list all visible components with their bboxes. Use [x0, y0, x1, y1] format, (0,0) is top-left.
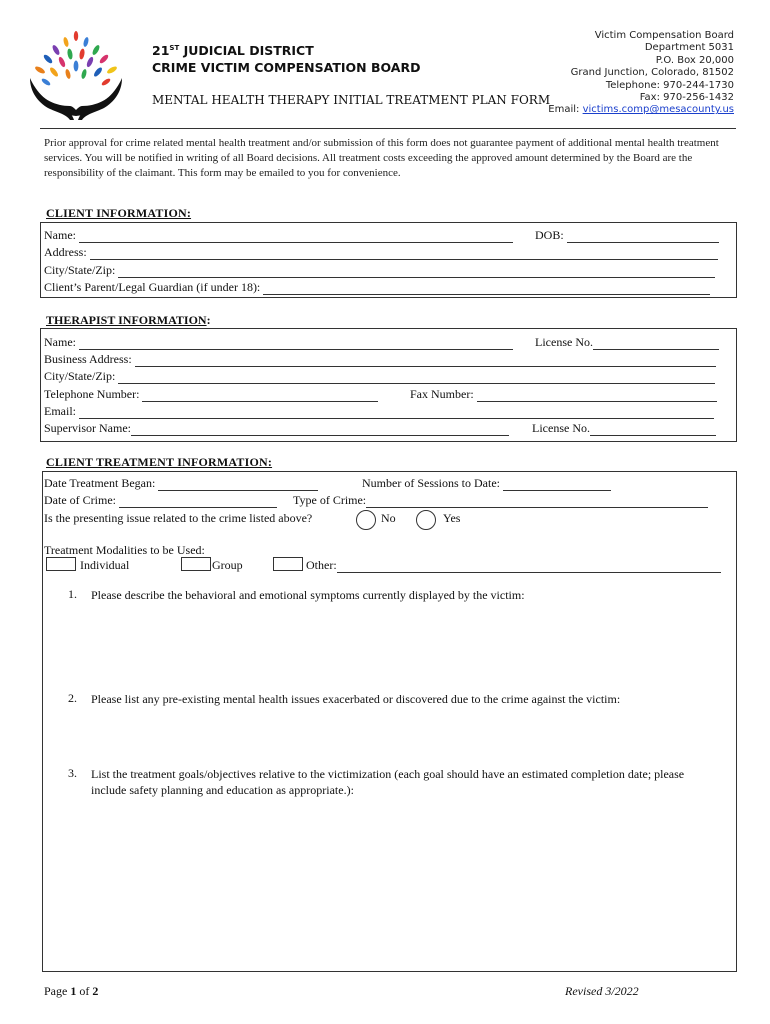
yes-radio[interactable]	[416, 510, 436, 530]
other-row: Other:	[306, 558, 721, 573]
sessions-field[interactable]	[503, 478, 611, 491]
supervisor-license-field[interactable]	[590, 423, 716, 436]
therapist-city-row: City/State/Zip:	[44, 369, 715, 384]
therapist-name-field[interactable]	[79, 337, 513, 350]
therapist-fax-row: Fax Number:	[410, 387, 717, 402]
address-telephone: Telephone: 970-244-1730	[605, 79, 734, 91]
date-of-crime-row: Date of Crime:	[44, 493, 277, 508]
district-title: 21ST JUDICIAL DISTRICT	[152, 43, 314, 58]
logo-hands-leaves-icon	[26, 26, 126, 122]
client-guardian-field[interactable]	[263, 282, 710, 295]
yes-label: Yes	[443, 511, 461, 525]
business-address-row: Business Address:	[44, 352, 716, 367]
client-city-row: City/State/Zip:	[44, 263, 715, 278]
date-began-field[interactable]	[158, 478, 318, 491]
date-of-crime-field[interactable]	[119, 495, 277, 508]
question-3-text: List the treatment goals/objectives relative to the victimization (each goal should have an estimated completion date; please include safety planning and education as appropriate.):	[91, 767, 685, 797]
other-field[interactable]	[337, 560, 721, 573]
no-radio[interactable]	[356, 510, 376, 530]
supervisor-license-row: License No.	[532, 421, 716, 436]
no-label: No	[381, 511, 396, 525]
email-link[interactable]: victims.comp@mesacounty.us	[582, 104, 734, 116]
therapist-city-field[interactable]	[118, 371, 715, 384]
therapist-email-row: Email:	[44, 404, 714, 419]
page-number: Page 1 of 2	[44, 984, 99, 998]
group-label: Group	[212, 558, 243, 572]
therapist-fax-field[interactable]	[477, 389, 717, 402]
question-1-text: Please describe the behavioral and emotional symptoms currently displayed by the victim:	[91, 588, 525, 602]
intro-paragraph: Prior approval for crime related mental health treatment and/or submission of this form does not guarantee payment of additional mental health treatment services. You will be notified in writing of all Board decisions. All treatment costs exceeding the approved amount determined by the Board are the responsibility of the claimant. This form may be emailed to you for convenience.	[44, 137, 719, 179]
address-fax: Fax: 970-256-1432	[639, 92, 734, 104]
board-title: CRIME VICTIM COMPENSATION BOARD	[152, 60, 421, 75]
client-city-field[interactable]	[118, 265, 715, 278]
address-city: Grand Junction, Colorado, 81502	[570, 67, 734, 79]
address-po-box: P.O. Box 20,000	[655, 54, 734, 66]
other-checkbox[interactable]	[273, 557, 303, 571]
therapist-telephone-field[interactable]	[142, 389, 378, 402]
client-dob-field[interactable]	[567, 230, 719, 243]
business-address-field[interactable]	[135, 354, 716, 367]
date-began-row: Date Treatment Began:	[44, 476, 318, 491]
therapist-license-field[interactable]	[593, 337, 719, 350]
individual-checkbox[interactable]	[46, 557, 76, 571]
address-email-line: Email: victims.comp@mesacounty.us	[548, 104, 734, 116]
therapist-telephone-row: Telephone Number:	[44, 387, 378, 402]
related-question: Is the presenting issue related to the crime listed above?	[44, 511, 313, 525]
therapist-email-field[interactable]	[79, 406, 714, 419]
client-address-row: Address:	[44, 245, 718, 260]
revised-date: Revised 3/2022	[565, 984, 639, 998]
type-of-crime-field[interactable]	[366, 495, 708, 508]
client-guardian-row: Client’s Parent/Legal Guardian (if under 18):	[44, 280, 710, 295]
therapist-info-heading: THERAPIST INFORMATION:	[46, 313, 211, 327]
treatment-info-heading: CLIENT TREATMENT INFORMATION:	[46, 455, 273, 469]
client-info-heading: CLIENT INFORMATION:	[46, 206, 192, 220]
therapist-name-row: Name:	[44, 335, 513, 350]
type-of-crime-row: Type of Crime:	[293, 493, 708, 508]
client-dob-row: DOB:	[535, 228, 719, 243]
client-name-row: Name:	[44, 228, 513, 243]
client-name-field[interactable]	[79, 230, 513, 243]
question-1-number: 1.	[68, 587, 77, 601]
question-3-answer-area[interactable]	[91, 800, 721, 960]
question-3-number: 3.	[68, 766, 77, 780]
question-1-answer-area[interactable]	[91, 606, 721, 686]
modalities-label: Treatment Modalities to be Used:	[44, 543, 205, 557]
supervisor-name-field[interactable]	[131, 423, 509, 436]
address-org: Victim Compensation Board	[594, 30, 734, 41]
form-title: MENTAL HEALTH THERAPY INITIAL TREATMENT PLAN FORM	[152, 93, 551, 107]
individual-label: Individual	[80, 558, 130, 572]
question-2-text: Please list any pre-existing mental health issues exacerbated or discovered due to the crime against the victim:	[91, 692, 621, 706]
group-checkbox[interactable]	[181, 557, 211, 571]
client-address-field[interactable]	[90, 247, 718, 260]
therapist-license-row: License No.	[535, 335, 719, 350]
header-divider	[40, 128, 736, 129]
sessions-row: Number of Sessions to Date:	[362, 476, 611, 491]
board-address	[548, 30, 734, 117]
question-2-answer-area[interactable]	[91, 710, 721, 762]
address-dept: Department 5031	[644, 42, 734, 54]
question-2-number: 2.	[68, 691, 77, 705]
supervisor-name-row: Supervisor Name:	[44, 421, 509, 436]
